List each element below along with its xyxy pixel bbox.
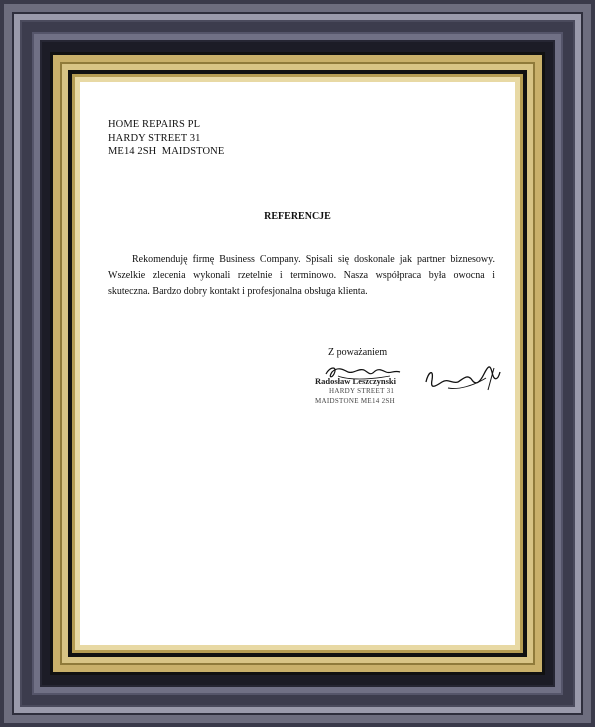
address-line-street: HARDY STREET 31 [108, 132, 201, 144]
body-line: Rekomenduję firmę Business Company. Spisali się doskonale jak partner biznesowy. [132, 254, 495, 265]
stamp-city: MAIDSTONE ME14 2SH [315, 397, 395, 405]
sender-address [108, 118, 224, 159]
letter-body [108, 252, 495, 300]
body-line: skuteczna. Bardzo dobry kontakt i profesjonalna obsługa klienta. [108, 286, 368, 297]
letter-closing: Z poważaniem [328, 347, 388, 358]
body-line: Wszelkie zlecenia wykonali rzetelnie i terminowo. Nasza współpraca była owocna i [108, 270, 495, 281]
letter-title: REFERENCJE [264, 211, 331, 222]
letter-paper [80, 82, 515, 645]
address-line-company: HOME REPAIRS PL [108, 119, 201, 130]
stamp-street: HARDY STREET 31 [329, 387, 395, 395]
address-line-city: ME14 2SH MAIDSTONE [108, 146, 225, 157]
stamp-name: Radosław Leszczynski [315, 376, 396, 386]
company-stamp [315, 376, 396, 406]
